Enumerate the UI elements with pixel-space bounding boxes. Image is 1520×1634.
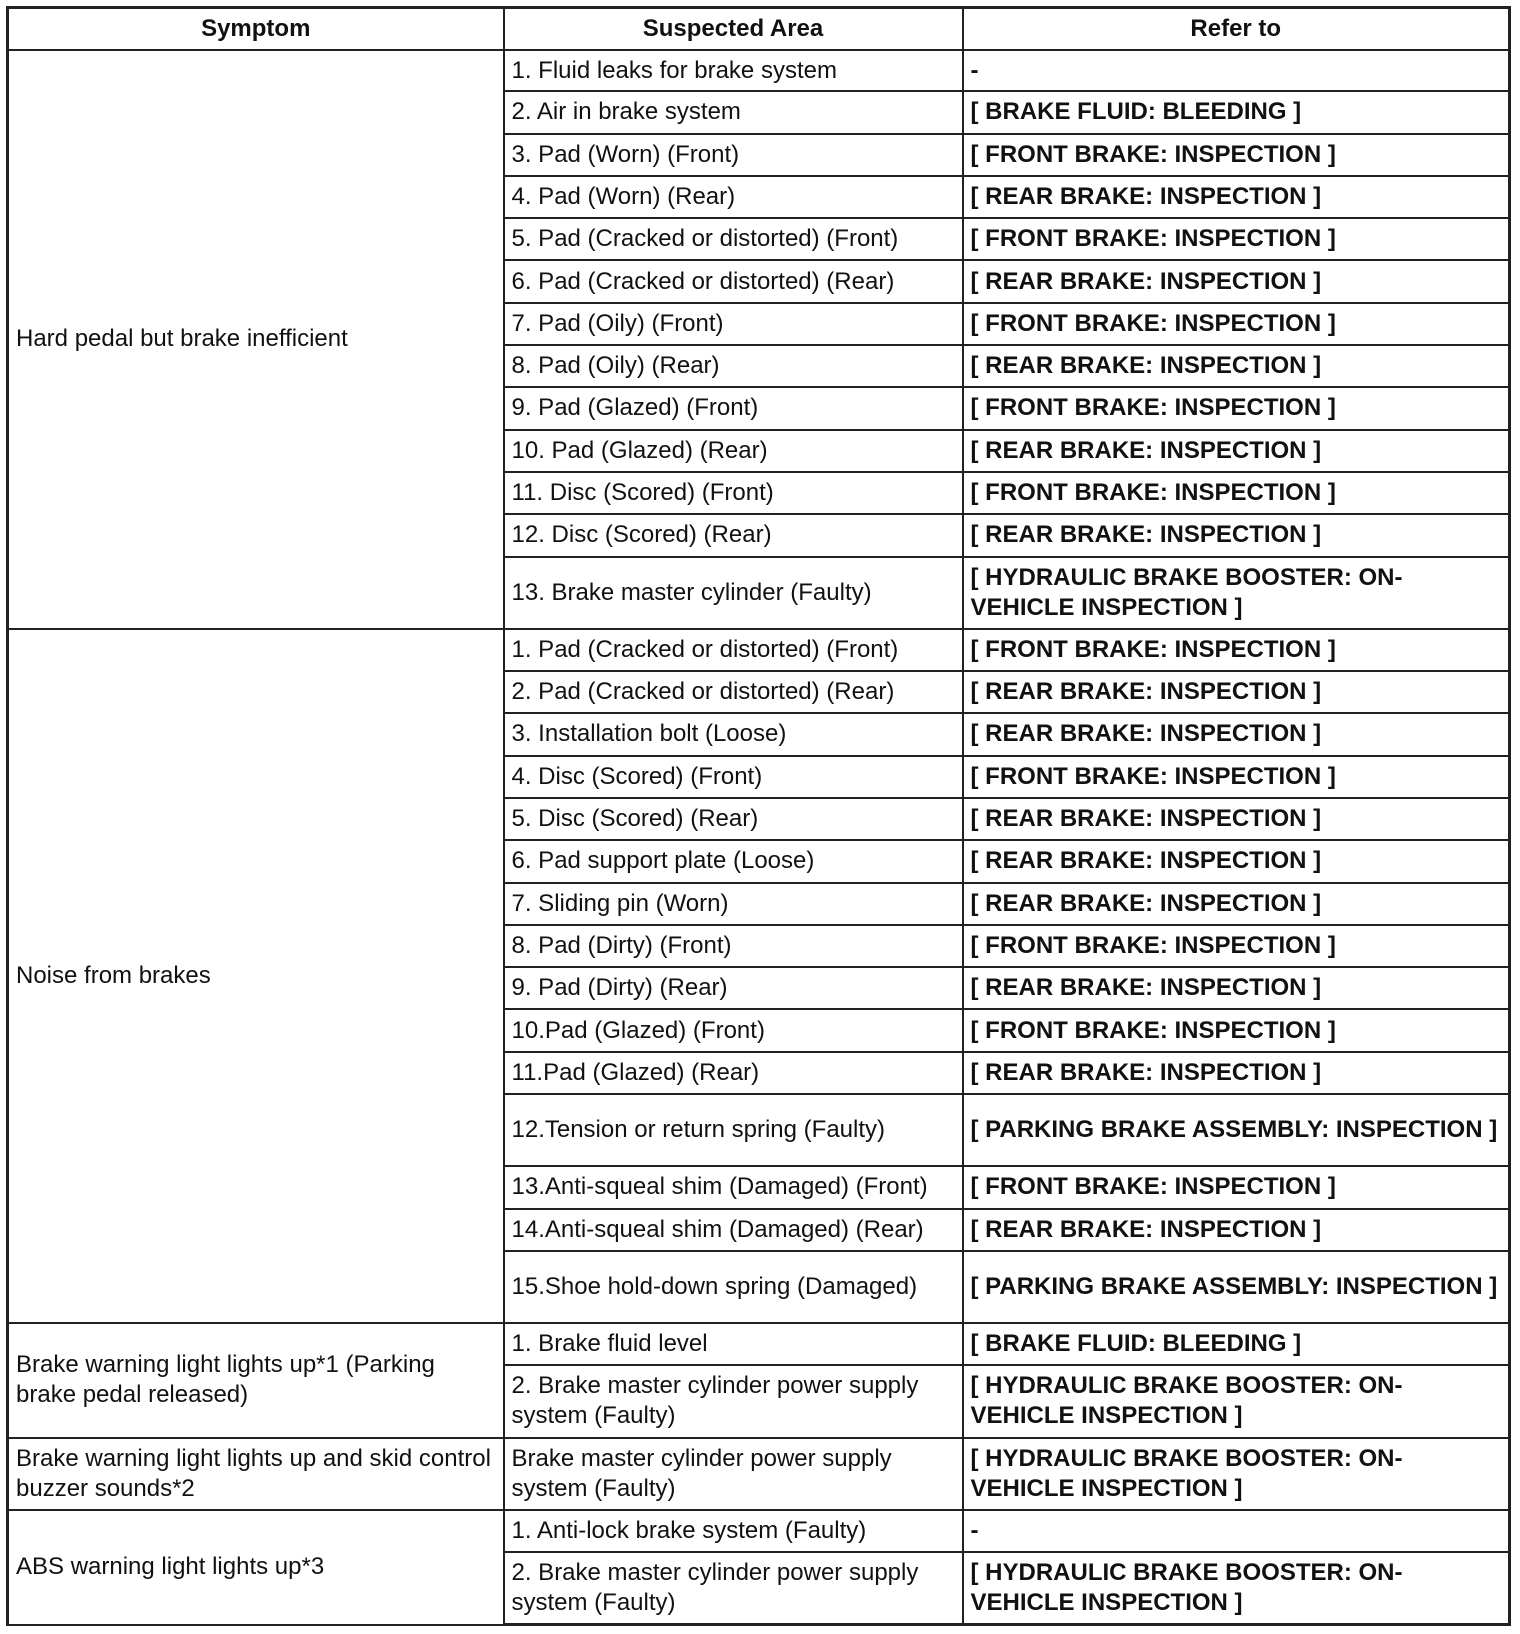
symptom-cell: Brake warning light lights up and skid control buzzer sounds*2 (8, 1438, 504, 1510)
suspected-area-cell: 15.Shoe hold-down spring (Damaged) (504, 1251, 963, 1323)
refer-to-cell: [ FRONT BRAKE: INSPECTION ] (963, 387, 1510, 429)
refer-to-cell: [ BRAKE FLUID: BLEEDING ] (963, 1323, 1510, 1365)
refer-to-cell: [ FRONT BRAKE: INSPECTION ] (963, 629, 1510, 671)
suspected-area-cell: 10.Pad (Glazed) (Front) (504, 1009, 963, 1051)
header-symptom: Symptom (8, 8, 504, 51)
header-row (8, 8, 1510, 51)
refer-to-cell: - (963, 1510, 1510, 1552)
suspected-area-cell: 11.Pad (Glazed) (Rear) (504, 1052, 963, 1094)
symptom-cell: ABS warning light lights up*3 (8, 1510, 504, 1625)
suspected-area-cell: 7. Pad (Oily) (Front) (504, 303, 963, 345)
suspected-area-cell: 9. Pad (Dirty) (Rear) (504, 967, 963, 1009)
refer-to-cell: [ REAR BRAKE: INSPECTION ] (963, 514, 1510, 556)
suspected-area-cell: 1. Pad (Cracked or distorted) (Front) (504, 629, 963, 671)
refer-to-cell: [ FRONT BRAKE: INSPECTION ] (963, 1009, 1510, 1051)
refer-to-cell: [ REAR BRAKE: INSPECTION ] (963, 1052, 1510, 1094)
refer-to-cell: [ HYDRAULIC BRAKE BOOSTER: ON-VEHICLE INSPECTION ] (963, 1552, 1510, 1624)
suspected-area-cell: 6. Pad support plate (Loose) (504, 840, 963, 882)
suspected-area-cell: 2. Brake master cylinder power supply system (Faulty) (504, 1552, 963, 1624)
refer-to-cell: [ FRONT BRAKE: INSPECTION ] (963, 303, 1510, 345)
symptom-cell: Brake warning light lights up*1 (Parking brake pedal released) (8, 1323, 504, 1438)
suspected-area-cell: 1. Brake fluid level (504, 1323, 963, 1365)
suspected-area-cell: 7. Sliding pin (Worn) (504, 883, 963, 925)
suspected-area-cell: 12. Disc (Scored) (Rear) (504, 514, 963, 556)
refer-to-cell: [ REAR BRAKE: INSPECTION ] (963, 713, 1510, 755)
refer-to-cell: [ FRONT BRAKE: INSPECTION ] (963, 925, 1510, 967)
symptom-cell: Noise from brakes (8, 629, 504, 1323)
refer-to-cell: [ HYDRAULIC BRAKE BOOSTER: ON-VEHICLE INSPECTION ] (963, 1365, 1510, 1437)
suspected-area-cell: 3. Pad (Worn) (Front) (504, 134, 963, 176)
refer-to-cell: [ FRONT BRAKE: INSPECTION ] (963, 472, 1510, 514)
refer-to-cell: [ REAR BRAKE: INSPECTION ] (963, 260, 1510, 302)
table-row (8, 1510, 1510, 1552)
refer-to-cell: [ REAR BRAKE: INSPECTION ] (963, 430, 1510, 472)
refer-to-cell: - (963, 50, 1510, 91)
refer-to-cell: [ FRONT BRAKE: INSPECTION ] (963, 218, 1510, 260)
suspected-area-cell: 9. Pad (Glazed) (Front) (504, 387, 963, 429)
symptom-cell: Hard pedal but brake inefficient (8, 50, 504, 629)
table-row (8, 1323, 1510, 1365)
refer-to-cell: [ REAR BRAKE: INSPECTION ] (963, 967, 1510, 1009)
refer-to-cell: [ REAR BRAKE: INSPECTION ] (963, 176, 1510, 218)
suspected-area-cell: 6. Pad (Cracked or distorted) (Rear) (504, 260, 963, 302)
suspected-area-cell: 10. Pad (Glazed) (Rear) (504, 430, 963, 472)
refer-to-cell: [ REAR BRAKE: INSPECTION ] (963, 345, 1510, 387)
refer-to-cell: [ PARKING BRAKE ASSEMBLY: INSPECTION ] (963, 1251, 1510, 1323)
refer-to-cell: [ REAR BRAKE: INSPECTION ] (963, 1209, 1510, 1251)
suspected-area-cell: 2. Air in brake system (504, 91, 963, 133)
refer-to-cell: [ FRONT BRAKE: INSPECTION ] (963, 756, 1510, 798)
refer-to-cell: [ REAR BRAKE: INSPECTION ] (963, 671, 1510, 713)
header-refer-to: Refer to (963, 8, 1510, 51)
suspected-area-cell: 1. Anti-lock brake system (Faulty) (504, 1510, 963, 1552)
refer-to-cell: [ REAR BRAKE: INSPECTION ] (963, 798, 1510, 840)
suspected-area-cell: 1. Fluid leaks for brake system (504, 50, 963, 91)
header-suspected-area: Suspected Area (504, 8, 963, 51)
suspected-area-cell: 4. Pad (Worn) (Rear) (504, 176, 963, 218)
refer-to-cell: [ FRONT BRAKE: INSPECTION ] (963, 1166, 1510, 1208)
suspected-area-cell: 11. Disc (Scored) (Front) (504, 472, 963, 514)
refer-to-cell: [ PARKING BRAKE ASSEMBLY: INSPECTION ] (963, 1094, 1510, 1166)
suspected-area-cell: 13. Brake master cylinder (Faulty) (504, 557, 963, 629)
table-row (8, 1438, 1510, 1510)
suspected-area-cell: 13.Anti-squeal shim (Damaged) (Front) (504, 1166, 963, 1208)
refer-to-cell: [ FRONT BRAKE: INSPECTION ] (963, 134, 1510, 176)
refer-to-cell: [ HYDRAULIC BRAKE BOOSTER: ON-VEHICLE INSPECTION ] (963, 557, 1510, 629)
refer-to-cell: [ BRAKE FLUID: BLEEDING ] (963, 91, 1510, 133)
suspected-area-cell: 4. Disc (Scored) (Front) (504, 756, 963, 798)
suspected-area-cell: 5. Disc (Scored) (Rear) (504, 798, 963, 840)
suspected-area-cell: 8. Pad (Dirty) (Front) (504, 925, 963, 967)
suspected-area-cell: 12.Tension or return spring (Faulty) (504, 1094, 963, 1166)
suspected-area-cell: 14.Anti-squeal shim (Damaged) (Rear) (504, 1209, 963, 1251)
suspected-area-cell: 2. Pad (Cracked or distorted) (Rear) (504, 671, 963, 713)
suspected-area-cell: 5. Pad (Cracked or distorted) (Front) (504, 218, 963, 260)
suspected-area-cell: 8. Pad (Oily) (Rear) (504, 345, 963, 387)
suspected-area-cell: Brake master cylinder power supply system (Faulty) (504, 1438, 963, 1510)
table-row (8, 50, 1510, 91)
suspected-area-cell: 2. Brake master cylinder power supply system (Faulty) (504, 1365, 963, 1437)
refer-to-cell: [ REAR BRAKE: INSPECTION ] (963, 840, 1510, 882)
refer-to-cell: [ REAR BRAKE: INSPECTION ] (963, 883, 1510, 925)
suspected-area-cell: 3. Installation bolt (Loose) (504, 713, 963, 755)
refer-to-cell: [ HYDRAULIC BRAKE BOOSTER: ON-VEHICLE INSPECTION ] (963, 1438, 1510, 1510)
table-row (8, 629, 1510, 671)
symptom-table (6, 6, 1511, 1626)
